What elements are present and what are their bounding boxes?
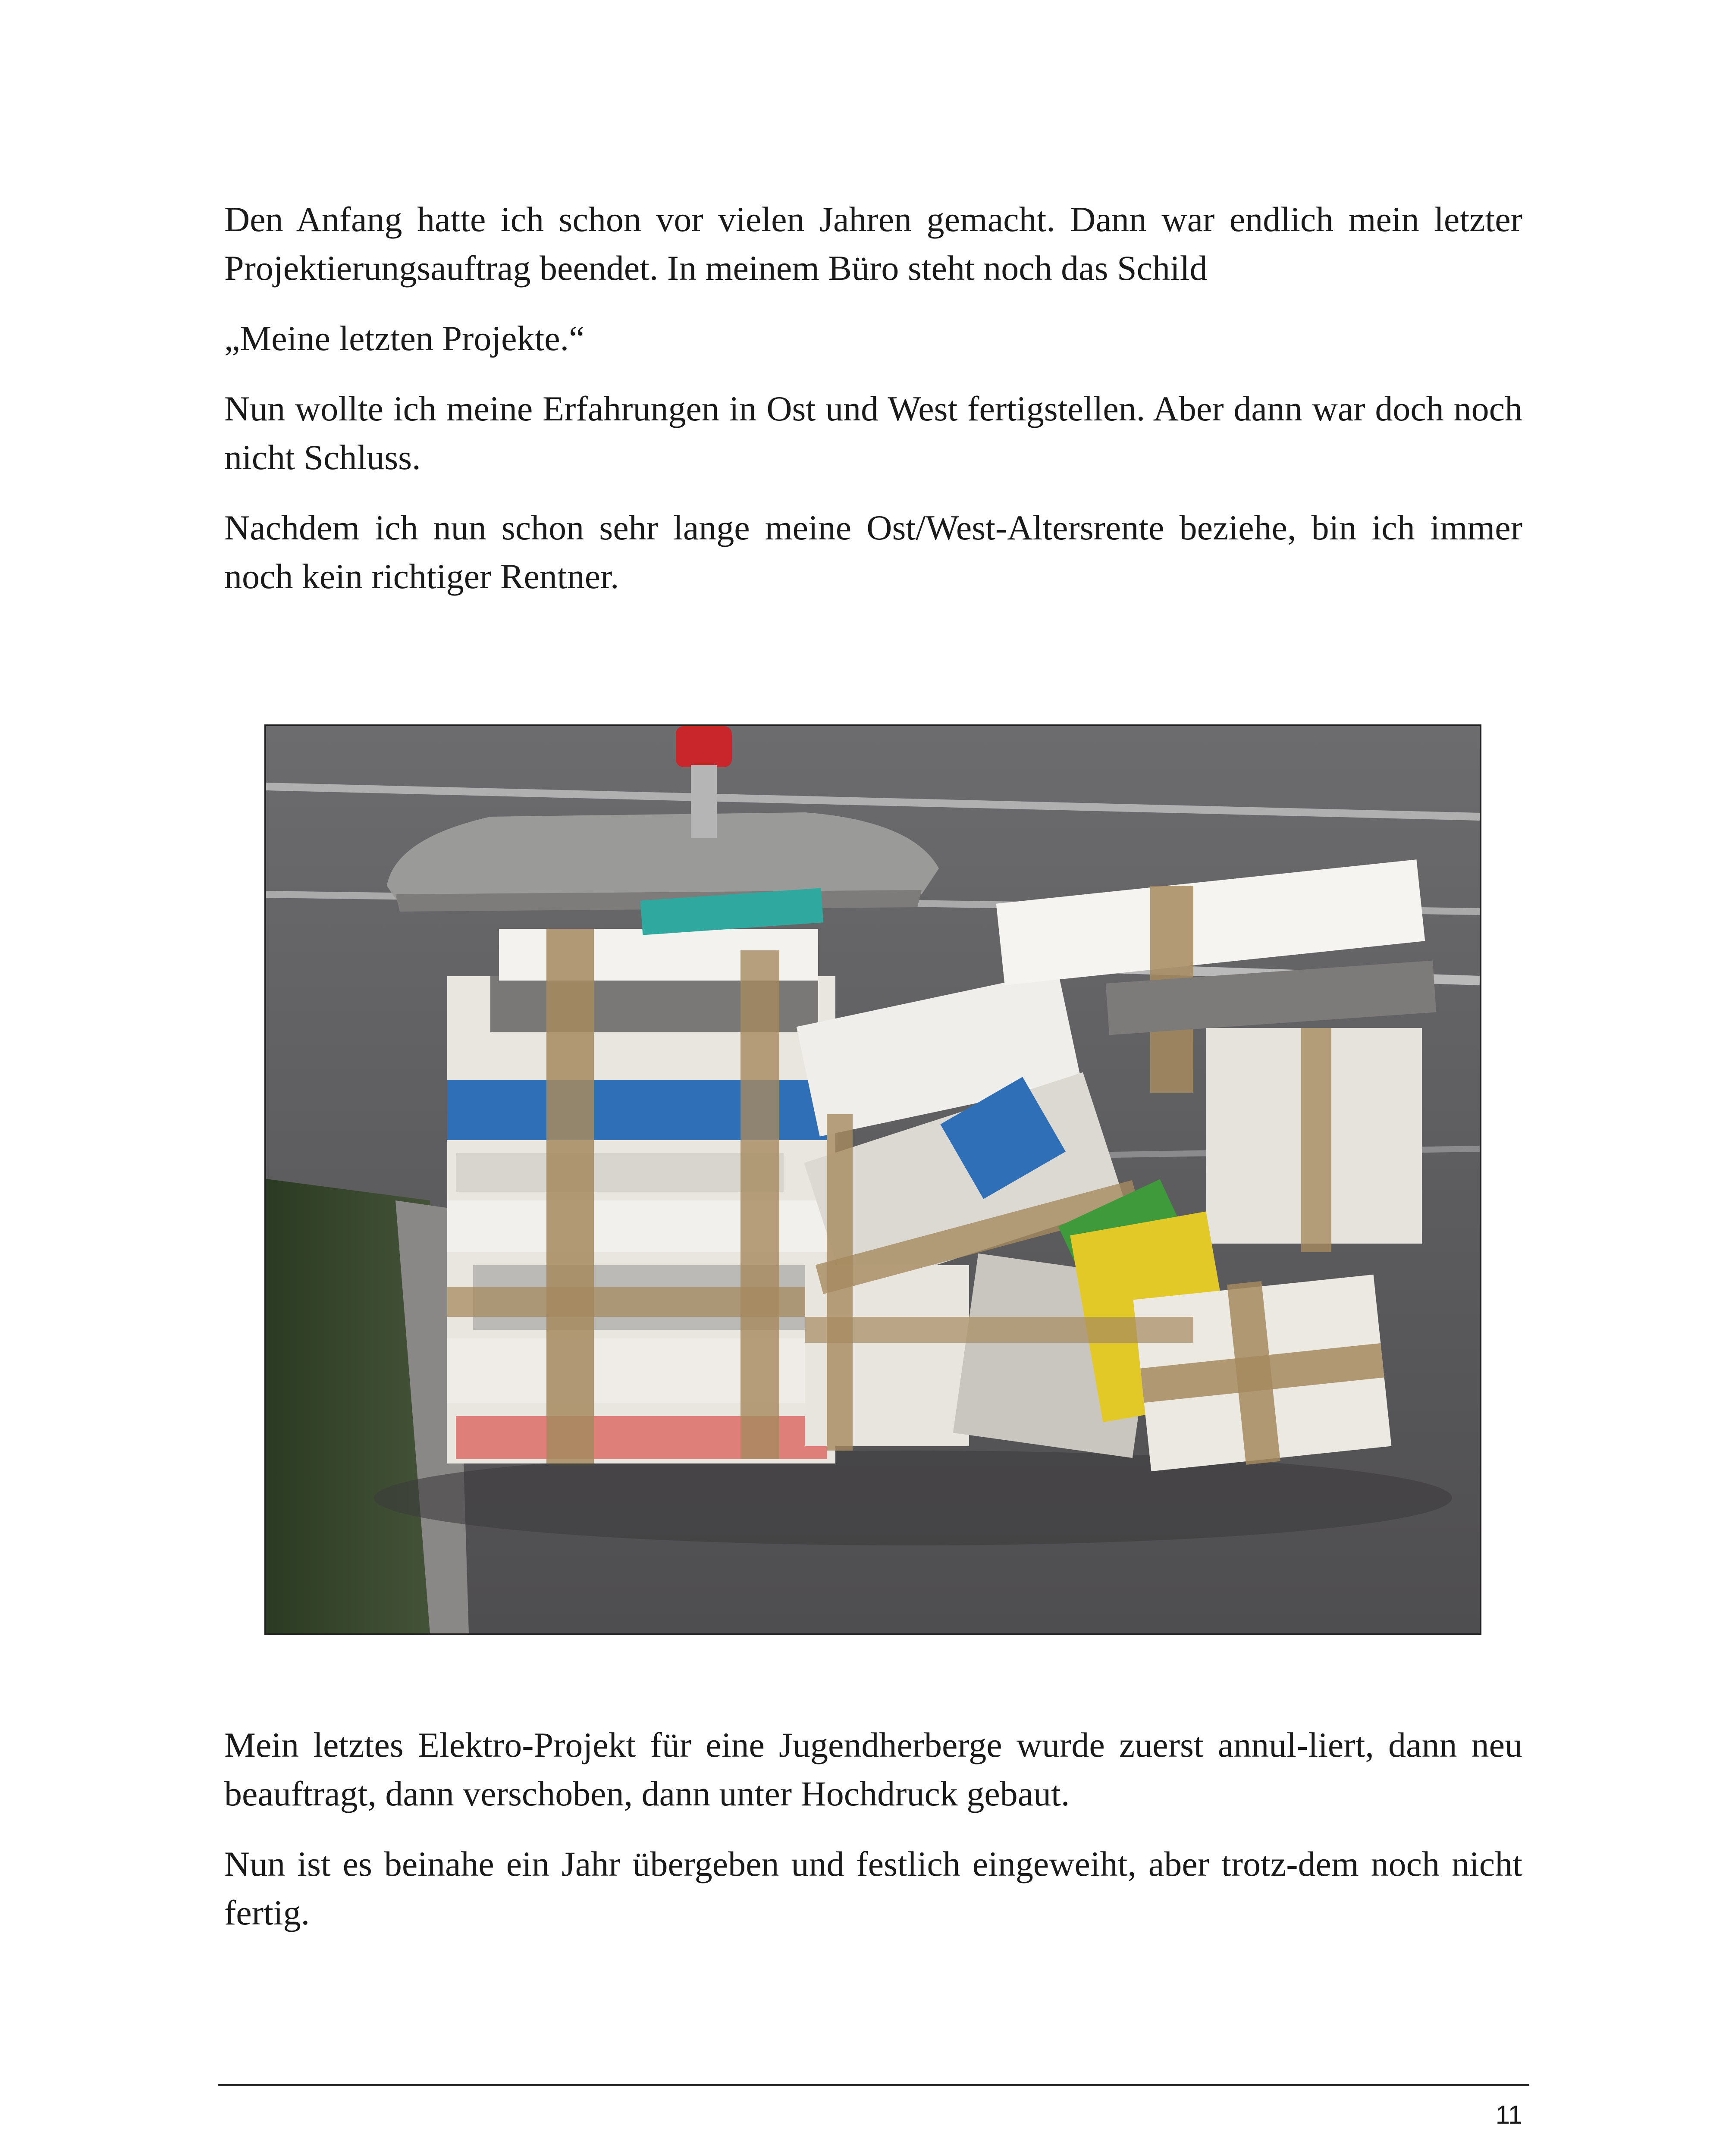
paragraph: Nachdem ich nun schon sehr lange meine Ost/West-Altersrente beziehe, bin ich immer noch kein richtiger Rentner. — [224, 508, 1522, 596]
footer-divider — [218, 2084, 1529, 2086]
paragraph: Nun ist es beinahe ein Jahr übergeben und festlich eingeweiht, aber trotz-dem noch nicht fertig. — [224, 1844, 1522, 1932]
paragraph: „Meine letzten Projekte.“ — [224, 319, 585, 358]
page-number: 11 — [1495, 2100, 1522, 2129]
body-text-bottom — [224, 1720, 1522, 1959]
body-text-top — [224, 195, 1522, 622]
photo-stacked-binders — [264, 724, 1481, 1635]
paragraph: Den Anfang hatte ich schon vor vielen Jahren gemacht. Dann war endlich mein letzter Projektierungsauftrag beendet. In meinem Büro steht noch das Schild — [224, 200, 1522, 288]
paragraph: Nun wollte ich meine Erfahrungen in Ost und West fertigstellen. Aber dann war doch noch nicht Schluss. — [224, 389, 1522, 477]
paragraph: Mein letztes Elektro-Projekt für eine Jugendherberge wurde zuerst annul-liert, dann neu beauftragt, dann verschoben, dann unter Hochdruck gebaut. — [224, 1725, 1522, 1813]
